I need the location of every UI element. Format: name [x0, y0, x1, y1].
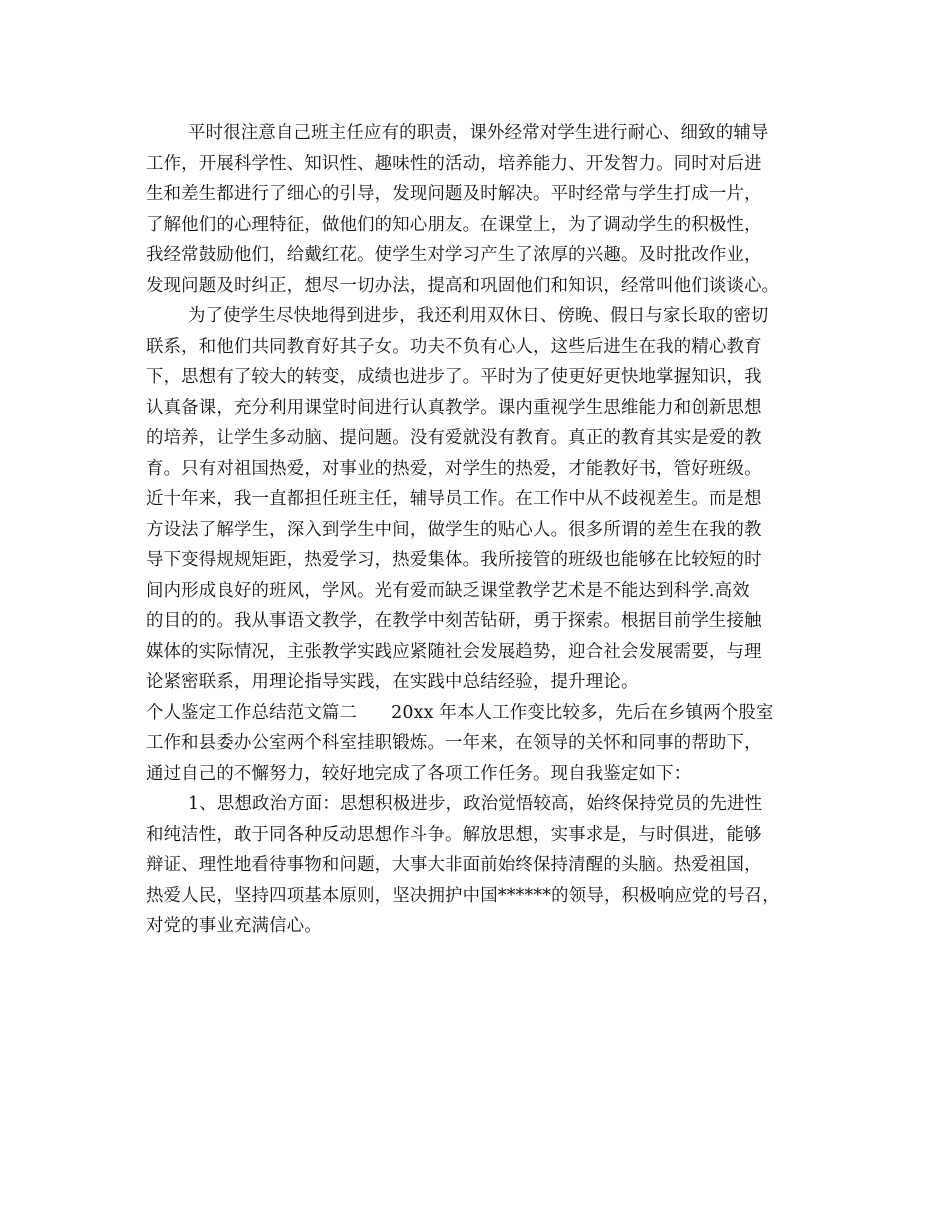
- paragraph-line: 的目的的。我从事语文教学，在教学中刻苦钻研，勇于探索。根据目前学生接触: [146, 611, 762, 631]
- paragraph-line: 近十年来，我一直都担任班主任，辅导员工作。在工作中从不歧视差生。而是想: [146, 489, 762, 509]
- paragraph-line: 工作和县委办公室两个科室挂职锻炼。一年来，在领导的关怀和同事的帮助下，: [146, 733, 762, 753]
- paragraph-line: 通过自己的不懈努力，较好地完成了各项工作任务。现自我鉴定如下：: [146, 763, 692, 784]
- paragraph-line: 的培养，让学生多动脑、提问题。没有爱就没有教育。真正的教育其实是爱的教: [146, 428, 762, 448]
- paragraph-line: 育。只有对祖国热爱，对事业的热爱，对学生的热爱，才能教好书，管好班级。: [146, 458, 762, 479]
- paragraph-line: 辩证、理性地看待事物和问题，大事大非面前始终保持清醒的头脑。热爱祖国，: [146, 855, 762, 875]
- paragraph-line: 认真备课，充分利用课堂时间进行认真教学。课内重视学生思维能力和创新思想: [146, 397, 762, 418]
- section-title: 个人鉴定工作总结范文篇二: [146, 702, 358, 723]
- paragraph-line: 对党的事业充满信心。: [146, 916, 322, 936]
- paragraph-line: 1、思想政治方面：思想积极进步，政治觉悟较高，始终保持党员的先进性: [188, 794, 763, 814]
- paragraph-line: 联系，和他们共同教育好其子女。功夫不负有心人，这些后进生在我的精心教育: [146, 336, 762, 357]
- section-continuation: 20xx 年本人工作变比较多，先后在乡镇两个股室: [391, 702, 774, 723]
- paragraph-line: 为了使学生尽快地得到进步，我还利用双休日、傍晚、假日与家长取的密切: [188, 306, 769, 326]
- paragraph-line: 热爱人民，坚持四项基本原则，坚决拥护中国******的领导，积极响应党的号召，: [146, 885, 780, 906]
- paragraph-line: 导下变得规规矩距，热爱学习，热爱集体。我所接管的班级也能够在比较短的时: [146, 550, 762, 570]
- paragraph-line: 方设法了解学生，深入到学生中间，做学生的贴心人。很多所谓的差生在我的教: [146, 519, 762, 540]
- paragraph-line: 了解他们的心理特征，做他们的知心朋友。在课堂上，为了调动学生的积极性，: [146, 214, 762, 235]
- paragraph-line: 和纯洁性，敢于同各种反动思想作斗争。解放思想，实事求是，与时俱进，能够: [146, 824, 762, 845]
- paragraph-line: 媒体的实际情况，主张教学实践应紧随社会发展趋势，迎合社会发展需要，与理: [146, 641, 762, 662]
- paragraph-line: 论紧密联系，用理论指导实践，在实践中总结经验，提升理论。: [146, 672, 639, 692]
- paragraph-line: 生和差生都进行了细心的引导，发现问题及时解决。平时经常与学生打成一片，: [146, 184, 762, 204]
- paragraph-line: 平时很注意自己班主任应有的职责，课外经常对学生进行耐心、细致的辅导: [188, 123, 769, 143]
- paragraph-line: 下，思想有了较大的转变，成绩也进步了。平时为了使更好更快地掌握知识，我: [146, 367, 762, 387]
- paragraph-line: 间内形成良好的班风，学风。光有爱而缺乏课堂教学艺术是不能达到科学.高效: [146, 580, 750, 601]
- section-heading-line: [146, 698, 816, 729]
- paragraph-line: 我经常鼓励他们，给戴红花。使学生对学习产生了浓厚的兴趣。及时批改作业，: [146, 245, 762, 265]
- document-body: [146, 118, 816, 942]
- paragraph-line: 发现问题及时纠正，想尽一切办法，提高和巩固他们和知识，经常叫他们谈谈心。: [146, 275, 780, 296]
- paragraph-line: 工作，开展科学性、知识性、趣味性的活动，培养能力、开发智力。同时对后进: [146, 153, 762, 174]
